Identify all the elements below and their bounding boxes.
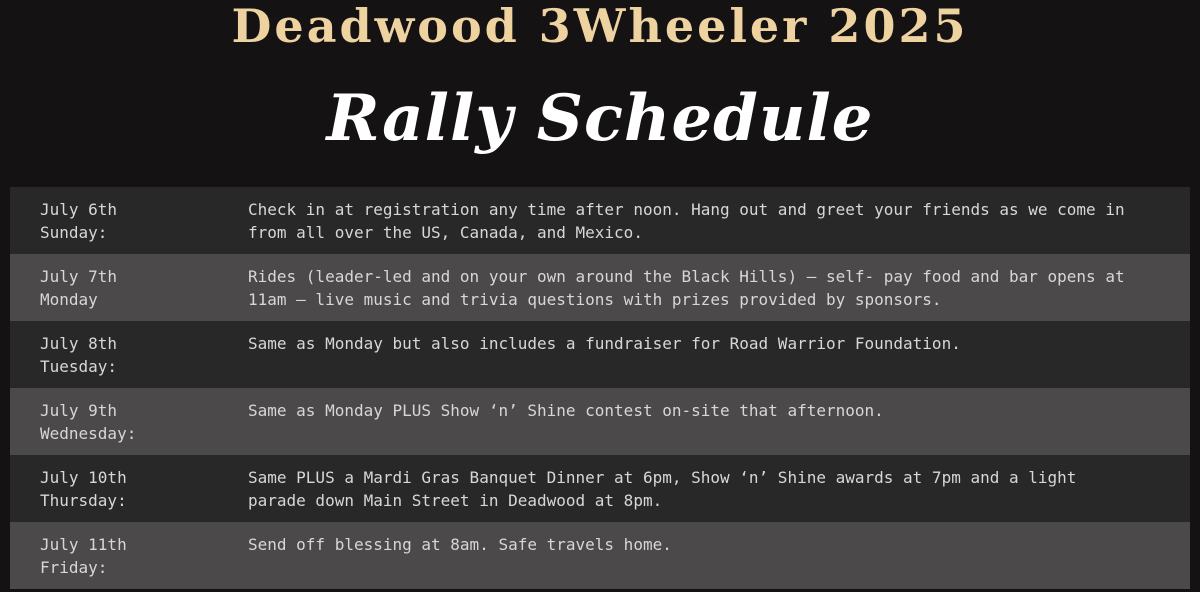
schedule-row [10, 455, 1190, 522]
schedule-table [10, 187, 1190, 589]
schedule-description: Same as Monday but also includes a fundraiser for Road Warrior Foundation. [248, 334, 961, 353]
schedule-description: Same as Monday PLUS Show ‘n’ Shine contest on-site that afternoon. [248, 401, 884, 420]
schedule-row [10, 522, 1190, 589]
schedule-date: July 11th [40, 535, 127, 554]
schedule-date: July 10th [40, 468, 127, 487]
schedule-date-cell [40, 533, 248, 579]
page-title: Deadwood 3Wheeler 2025 [231, 0, 969, 53]
schedule-day: Thursday: [40, 491, 127, 510]
schedule-day: Wednesday: [40, 424, 137, 443]
schedule-row [10, 187, 1190, 254]
schedule-day: Sunday: [40, 223, 108, 242]
schedule-day: Friday: [40, 558, 108, 577]
schedule-description: Check in at registration any time after noon. Hang out and greet your friends as we come in from all over the US, Canada, and Mexico. [248, 200, 1125, 242]
schedule-date-cell [40, 399, 248, 445]
schedule-date: July 6th [40, 200, 118, 219]
schedule-description: Rides (leader-led and on your own around the Black Hills) – self- pay food and bar opens at 11am – live music and trivia questions with prizes provided by sponsors. [248, 267, 1125, 309]
schedule-date-cell [40, 466, 248, 512]
schedule-day: Monday [40, 290, 98, 309]
schedule-description: Same PLUS a Mardi Gras Banquet Dinner at 6pm, Show ‘n’ Shine awards at 7pm and a light parade down Main Street in Deadwood at 8pm. [248, 468, 1077, 510]
schedule-date: July 9th [40, 401, 118, 420]
schedule-date: July 8th [40, 334, 118, 353]
schedule-row [10, 321, 1190, 388]
schedule-date: July 7th [40, 267, 118, 286]
schedule-row [10, 254, 1190, 321]
schedule-date-cell [40, 265, 248, 311]
rally-schedule-heading: Rally Schedule [326, 81, 874, 156]
page-header [0, 0, 1200, 162]
schedule-description: Send off blessing at 8am. Safe travels home. [248, 535, 672, 554]
schedule-day: Tuesday: [40, 357, 118, 376]
schedule-date-cell [40, 198, 248, 244]
schedule-row [10, 388, 1190, 455]
schedule-date-cell [40, 332, 248, 378]
